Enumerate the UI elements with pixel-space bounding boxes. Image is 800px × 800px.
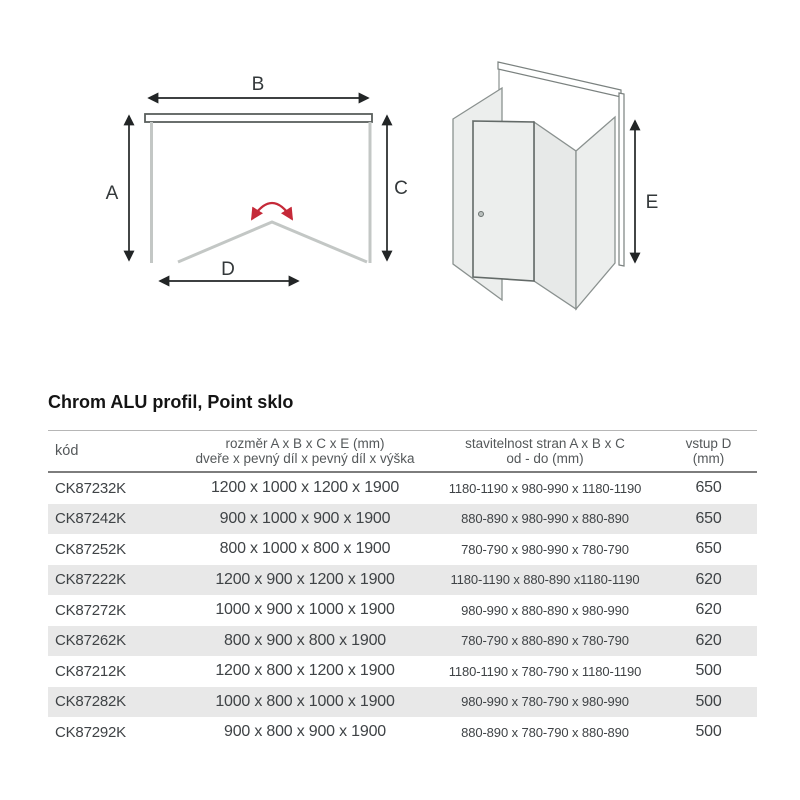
cell-dimensions: 800 x 900 x 800 x 1900 [224,631,386,649]
cell-dimensions: 1200 x 900 x 1200 x 1900 [215,570,395,588]
table-row [48,626,757,657]
dimension-label-e: E [645,192,659,213]
cell-dimensions: 800 x 1000 x 800 x 1900 [219,540,391,558]
cell-dimensions: 900 x 800 x 900 x 1900 [224,723,386,741]
cell-adjustability: 880-890 x 780-790 x 880-890 [461,724,629,740]
cell-entry: 500 [695,692,722,710]
cell-code: CK87252K [55,540,126,558]
fold-panel-2 [576,117,615,309]
cell-entry: 620 [695,631,722,649]
cell-adjustability: 1180-1190 x 780-790 x 1180-1190 [448,663,642,679]
cell-dimensions: 1000 x 900 x 1000 x 1900 [215,601,395,619]
cell-dimensions: 1000 x 800 x 1000 x 1900 [215,692,395,710]
cell-code: CK87232K [55,479,126,497]
dimension-label-a: A [105,183,119,204]
cell-dimensions: 1200 x 800 x 1200 x 1900 [215,662,395,680]
cell-adjustability: 880-890 x 980-990 x 880-890 [461,511,629,527]
dimension-label-d: D [221,259,235,280]
cell-entry: 620 [695,601,722,619]
top-profile-bar [145,114,372,122]
header-dimensions: rozměr A x B x C x E (mm) dveře x pevný díl x pevný díl x výška [195,436,415,466]
cell-adjustability: 780-790 x 980-990 x 780-790 [461,541,629,557]
table-row [48,534,757,565]
table-row [48,656,757,687]
cell-code: CK87282K [55,693,126,711]
section-title: Chrom ALU profil, Point sklo [48,392,294,412]
header-entry: vstup D (mm) [685,436,732,466]
table-row [48,565,757,596]
cell-code: CK87212K [55,662,126,680]
cell-entry: 650 [695,479,722,497]
right-wall-profile [619,93,624,266]
cell-entry: 620 [695,570,722,588]
spec-table [48,430,757,748]
top-view-diagram [100,60,420,305]
table-row [48,473,757,504]
cell-code: CK87272K [55,601,126,619]
table-row [48,595,757,626]
cell-code: CK87242K [55,510,126,528]
door-swing-arrow-icon [252,203,292,219]
dimension-label-c: C [394,178,408,199]
dimension-label-b: B [251,74,265,95]
cell-entry: 650 [695,509,722,527]
cell-entry: 500 [695,723,722,741]
cell-adjustability: 980-990 x 780-790 x 980-990 [461,694,629,710]
cell-adjustability: 1180-1190 x 980-990 x 1180-1190 [448,480,642,496]
cell-code: CK87292K [55,723,126,741]
table-row [48,687,757,718]
folding-doors [178,222,367,262]
cell-adjustability: 780-790 x 880-890 x 780-790 [461,633,629,649]
cell-entry: 650 [695,540,722,558]
fold-panel-1 [534,122,576,309]
cell-dimensions: 900 x 1000 x 900 x 1900 [219,509,391,527]
cell-code: CK87222K [55,571,126,589]
front-door-panel [473,121,534,281]
cell-dimensions: 1200 x 1000 x 1200 x 1900 [210,479,400,497]
header-code: kód [55,442,79,459]
cell-adjustability: 980-990 x 880-890 x 980-990 [461,602,629,618]
cell-code: CK87262K [55,632,126,650]
perspective-diagram [440,50,670,318]
header-adjustability: stavitelnost stran A x B x C od - do (mm) [465,436,625,466]
table-row [48,717,757,748]
cell-adjustability: 1180-1190 x 880-890 x1180-1190 [450,572,640,588]
door-knob-icon [479,212,484,217]
table-row [48,504,757,535]
cell-entry: 500 [695,662,722,680]
table-header-row [48,431,757,473]
